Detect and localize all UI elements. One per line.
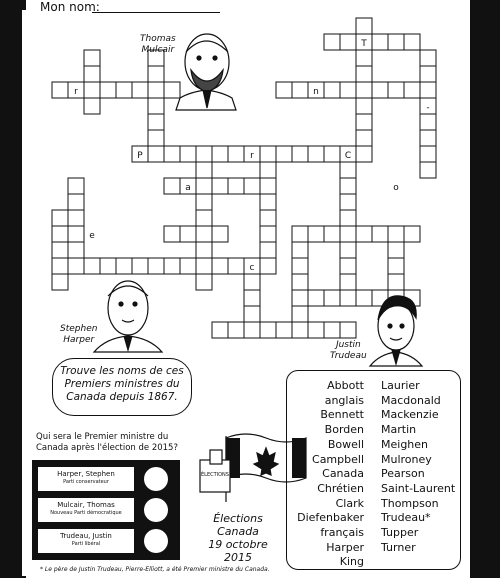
crossword-cell[interactable] — [356, 130, 372, 146]
crossword-cell[interactable] — [292, 82, 308, 98]
crossword-cell[interactable] — [420, 82, 436, 98]
ballot-candidate-harper: Harper, Stephen Parti conservateur — [38, 467, 134, 491]
crossword-cell[interactable] — [196, 226, 212, 242]
word-list — [286, 370, 461, 570]
election-date: Élections Canada 19 octobre 2015 — [208, 512, 268, 564]
crossword-cell[interactable] — [68, 226, 84, 242]
ballot-box-label: ÉLECTIONS — [201, 472, 229, 478]
crossword-cell[interactable] — [180, 146, 196, 162]
crossword-cell[interactable] — [260, 210, 276, 226]
crossword-cell[interactable] — [388, 274, 404, 290]
crossword-cell[interactable] — [212, 322, 228, 338]
word-list-item: King — [339, 555, 364, 569]
crossword-cell[interactable] — [420, 66, 436, 82]
crossword-prefilled-letter: e — [89, 231, 95, 241]
crossword-cell[interactable] — [388, 258, 404, 274]
crossword-cell[interactable] — [340, 194, 356, 210]
crossword-cell[interactable] — [372, 226, 388, 242]
word-list-item: Borden — [324, 423, 364, 437]
word-list-column-2 — [381, 379, 455, 555]
crossword-cell[interactable] — [228, 178, 244, 194]
crossword-cell[interactable] — [100, 258, 116, 274]
crossword-cell[interactable] — [340, 322, 356, 338]
word-list-item: Martin — [381, 423, 417, 437]
ballot-choice-trudeau[interactable] — [144, 529, 168, 553]
crossword-cell[interactable] — [148, 258, 164, 274]
crossword-cell[interactable] — [340, 34, 356, 50]
word-list-item: Pearson — [381, 467, 425, 481]
caption-trudeau: Justin Trudeau — [330, 340, 367, 361]
caption-mulcair: Thomas Mulcair — [140, 34, 176, 55]
word-list-item: Trudeau* — [381, 511, 431, 525]
crossword-cell[interactable] — [148, 98, 164, 114]
crossword-cell[interactable] — [372, 34, 388, 50]
word-list-item: Saint-Laurent — [381, 481, 456, 495]
portrait-harper — [94, 281, 162, 352]
crossword-cell[interactable] — [324, 226, 340, 242]
word-list-item: Bennett — [320, 408, 364, 422]
crossword-cell[interactable] — [260, 242, 276, 258]
crossword-cell[interactable] — [196, 242, 212, 258]
crossword-cell[interactable] — [292, 242, 308, 258]
crossword-cell[interactable] — [308, 290, 324, 306]
crossword-cell[interactable] — [292, 226, 308, 242]
crossword-cell[interactable] — [196, 210, 212, 226]
crossword-cell[interactable] — [52, 210, 68, 226]
word-list-item: Meighen — [381, 437, 429, 451]
crossword-cell[interactable] — [68, 258, 84, 274]
crossword-cell[interactable] — [244, 274, 260, 290]
crossword-cell[interactable] — [260, 178, 276, 194]
ballot-candidate-mulcair: Mulcair, Thomas Nouveau Parti démocratique — [38, 498, 134, 522]
ballot-candidate-trudeau: Trudeau, Justin Parti libéral — [38, 529, 134, 553]
word-list-item: Mackenzie — [381, 408, 439, 422]
crossword-cell[interactable] — [52, 274, 68, 290]
crossword-cell[interactable] — [116, 82, 132, 98]
crossword-prefilled-letter: o — [393, 183, 399, 193]
instructions-bubble — [52, 358, 192, 416]
crossword-prefilled-letter: r — [74, 87, 78, 97]
crossword-cell[interactable] — [420, 130, 436, 146]
crossword-cell[interactable] — [132, 82, 148, 98]
crossword-cell[interactable] — [84, 98, 100, 114]
crossword-cell[interactable] — [260, 322, 276, 338]
crossword-cell[interactable] — [324, 322, 340, 338]
crossword-cell[interactable] — [292, 322, 308, 338]
crossword-cell[interactable] — [356, 114, 372, 130]
crossword-cell[interactable] — [100, 82, 116, 98]
caption-harper: Stephen Harper — [60, 324, 98, 345]
crossword-cell[interactable] — [292, 146, 308, 162]
crossword-prefilled-letter: - — [426, 103, 430, 113]
crossword-cell[interactable] — [164, 146, 180, 162]
crossword-cell[interactable] — [68, 178, 84, 194]
crossword-cell[interactable] — [404, 34, 420, 50]
word-list-item: Clark — [335, 496, 364, 510]
crossword-cell[interactable] — [340, 226, 356, 242]
crossword-prefilled-letter: a — [185, 183, 191, 193]
crossword-cell[interactable] — [404, 226, 420, 242]
word-list-item: Canada — [322, 467, 364, 481]
word-list-item: Campbell — [312, 452, 364, 466]
crossword-cell[interactable] — [260, 258, 276, 274]
ballot — [32, 460, 180, 560]
crossword-cell[interactable] — [84, 50, 100, 66]
crossword-cell[interactable] — [356, 18, 372, 34]
word-list-item: français — [320, 526, 364, 540]
crossword-cell[interactable] — [308, 146, 324, 162]
crossword-prefilled-letter: T — [361, 39, 367, 49]
ballot-choice-harper[interactable] — [144, 467, 168, 491]
crossword-cell[interactable] — [420, 50, 436, 66]
crossword-cell[interactable] — [228, 146, 244, 162]
crossword-cell[interactable] — [164, 178, 180, 194]
crossword-cell[interactable] — [308, 226, 324, 242]
crossword-cell[interactable] — [148, 114, 164, 130]
word-list-item: Abbott — [327, 379, 364, 392]
crossword-cell[interactable] — [260, 194, 276, 210]
crossword-cell[interactable] — [260, 146, 276, 162]
crossword-cell[interactable] — [84, 258, 100, 274]
crossword-cell[interactable] — [212, 146, 228, 162]
crossword-cell[interactable] — [356, 290, 372, 306]
crossword-cell[interactable] — [196, 274, 212, 290]
crossword-cell[interactable] — [324, 34, 340, 50]
crossword-cell[interactable] — [388, 242, 404, 258]
crossword-cell[interactable] — [420, 162, 436, 178]
crossword-cell[interactable] — [340, 290, 356, 306]
word-list-item: Chrétien — [317, 481, 364, 495]
crossword-cell[interactable] — [68, 194, 84, 210]
crossword-cell[interactable] — [164, 258, 180, 274]
word-list-item: Harper — [326, 540, 364, 554]
crossword-prefilled-letter: r — [250, 151, 254, 161]
crossword-cell[interactable] — [52, 226, 68, 242]
crossword-cell[interactable] — [356, 226, 372, 242]
crossword-cell[interactable] — [244, 306, 260, 322]
crossword-cell[interactable] — [308, 322, 324, 338]
crossword-cell[interactable] — [180, 258, 196, 274]
crossword-prefilled-letter: C — [344, 151, 352, 161]
crossword-cell[interactable] — [68, 210, 84, 226]
crossword-cell[interactable] — [356, 66, 372, 82]
crossword-cell[interactable] — [356, 98, 372, 114]
ballot-choice-mulcair[interactable] — [144, 498, 168, 522]
crossword-cell[interactable] — [292, 274, 308, 290]
word-list-item: Laurier — [381, 379, 420, 392]
crossword-cell[interactable] — [52, 82, 68, 98]
crossword-cell[interactable] — [340, 162, 356, 178]
crossword-cell[interactable] — [212, 258, 228, 274]
crossword-cell[interactable] — [196, 258, 212, 274]
crossword-cell[interactable] — [228, 258, 244, 274]
crossword-cell[interactable] — [180, 226, 196, 242]
crossword-cell[interactable] — [196, 194, 212, 210]
crossword-cell[interactable] — [420, 146, 436, 162]
crossword-cell[interactable] — [148, 146, 164, 162]
crossword-cell[interactable] — [340, 274, 356, 290]
word-list-item: Tupper — [381, 526, 419, 540]
crossword-cell[interactable] — [148, 130, 164, 146]
word-list-column-1 — [297, 379, 364, 570]
crossword-cell[interactable] — [324, 146, 340, 162]
crossword-cell[interactable] — [388, 34, 404, 50]
crossword-cell[interactable] — [196, 146, 212, 162]
crossword-cell[interactable] — [324, 82, 340, 98]
crossword-cell[interactable] — [260, 162, 276, 178]
portrait-mulcair — [176, 34, 236, 110]
crossword-cell[interactable] — [84, 66, 100, 82]
crossword-cell[interactable] — [68, 242, 84, 258]
word-list-item: Macdonald — [381, 393, 441, 407]
crossword-cell[interactable] — [244, 178, 260, 194]
crossword-cell[interactable] — [132, 258, 148, 274]
word-list-item: Diefenbaker — [297, 511, 364, 525]
crossword-cell[interactable] — [356, 50, 372, 66]
crossword-cell[interactable] — [212, 178, 228, 194]
crossword-cell[interactable] — [52, 242, 68, 258]
crossword-cell[interactable] — [388, 82, 404, 98]
word-list-item: Mulroney — [381, 452, 432, 466]
crossword-cell[interactable] — [276, 322, 292, 338]
election-question: Qui sera le Premier ministre du Canada après l'élection de 2015? — [36, 432, 178, 453]
name-label: Mon nom: — [40, 0, 100, 14]
crossword-cell[interactable] — [276, 146, 292, 162]
crossword-cell[interactable] — [164, 226, 180, 242]
crossword-cell[interactable] — [292, 306, 308, 322]
crossword-cell[interactable] — [148, 82, 164, 98]
crossword-cell[interactable] — [356, 146, 372, 162]
crossword-cell[interactable] — [420, 114, 436, 130]
crossword-cell[interactable] — [116, 258, 132, 274]
crossword-cell[interactable] — [292, 290, 308, 306]
crossword-prefilled-letter: c — [249, 263, 255, 273]
crossword-prefilled-letter: P — [137, 151, 143, 161]
word-list-item: anglais — [324, 393, 364, 407]
crossword-cell[interactable] — [292, 258, 308, 274]
word-list-item: Turner — [381, 540, 416, 554]
crossword-cell[interactable] — [404, 82, 420, 98]
crossword-cell[interactable] — [84, 82, 100, 98]
crossword-cell[interactable] — [244, 290, 260, 306]
crossword-cell[interactable] — [148, 66, 164, 82]
crossword-cell[interactable] — [324, 290, 340, 306]
crossword-cell[interactable] — [244, 322, 260, 338]
crossword-cell[interactable] — [388, 226, 404, 242]
crossword-cell[interactable] — [340, 242, 356, 258]
crossword-cell[interactable] — [276, 82, 292, 98]
footnote: * Le père de Justin Trudeau, Pierre-Elliott, a été Premier ministre du Canada. — [40, 566, 270, 573]
crossword-cell[interactable] — [340, 258, 356, 274]
crossword-cell[interactable] — [196, 178, 212, 194]
crossword-cell[interactable] — [260, 226, 276, 242]
crossword-cell[interactable] — [372, 82, 388, 98]
crossword-cell[interactable] — [196, 162, 212, 178]
word-list-item: Bowell — [327, 437, 364, 451]
crossword-cell[interactable] — [340, 82, 356, 98]
crossword-cell[interactable] — [356, 82, 372, 98]
crossword-cell[interactable] — [340, 178, 356, 194]
crossword-cell[interactable] — [212, 226, 228, 242]
crossword-prefilled-letter: n — [313, 87, 319, 97]
word-list-item: Thompson — [381, 496, 439, 510]
instructions-text: Trouve les noms de ces Premiers ministres du Canada depuis 1867. — [60, 365, 184, 403]
crossword-cell[interactable] — [228, 322, 244, 338]
crossword-cell[interactable] — [340, 210, 356, 226]
crossword-cell[interactable] — [52, 258, 68, 274]
crossword-cell[interactable] — [164, 82, 180, 98]
